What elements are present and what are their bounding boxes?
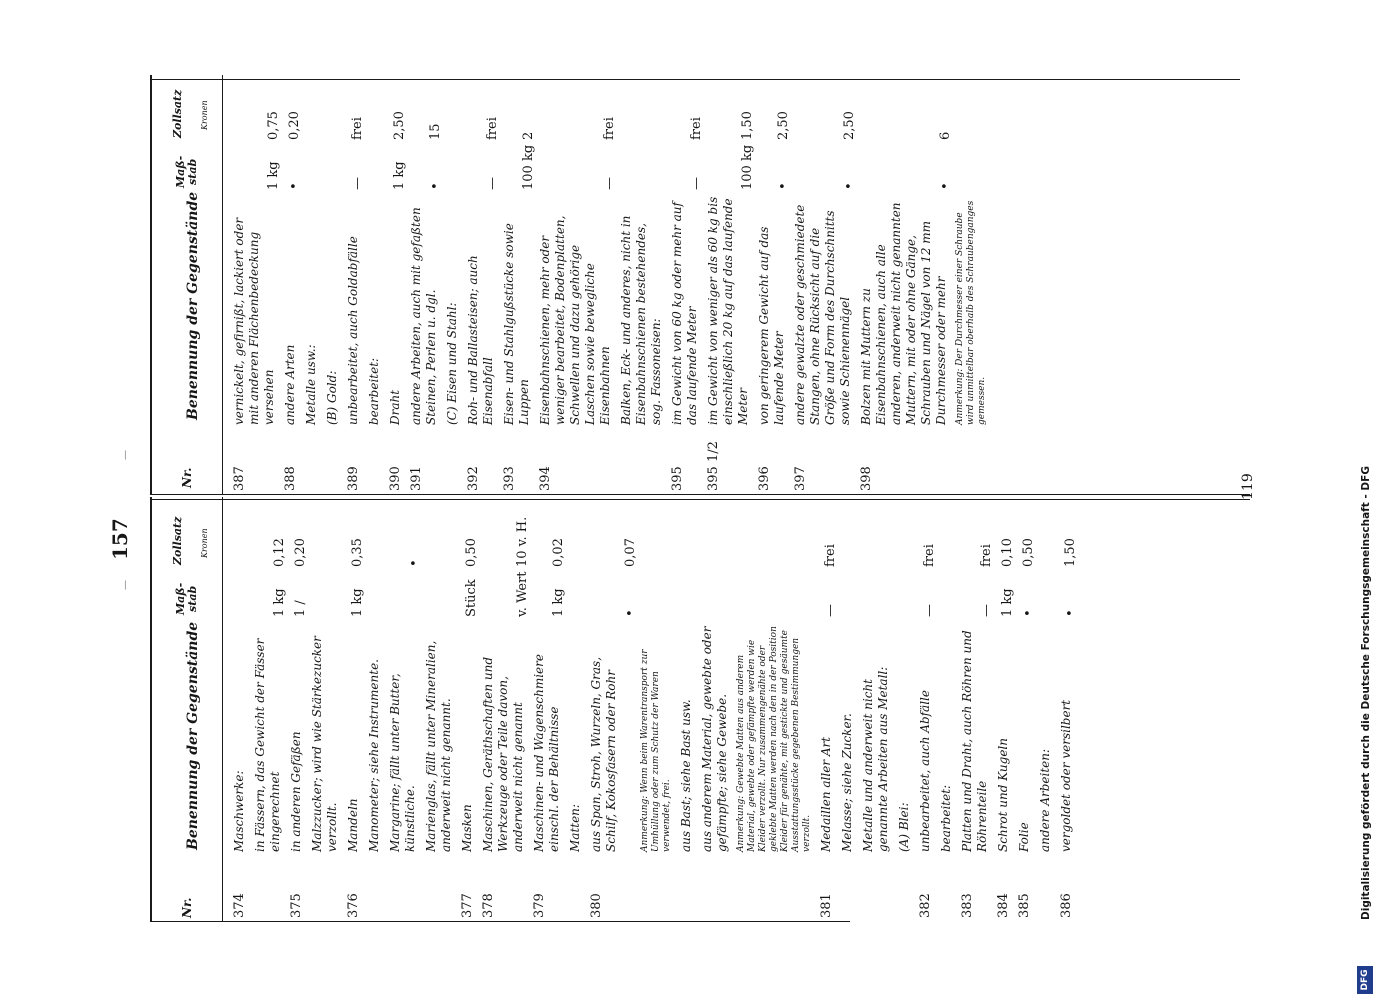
row-duty: 0,20	[293, 538, 308, 567]
row-measure: •	[1063, 609, 1078, 617]
row-description: bearbeitet:	[939, 784, 953, 852]
row-measure: •	[1021, 609, 1036, 617]
row-duty: 0,07	[623, 538, 638, 567]
header-benennung: Benennung der Gegenstände	[185, 621, 201, 850]
row-description: andere gewalzte oder geschmiedete Stangen, ohne Rücksicht auf die Größe und Form des Durchschnitts sowie Schienennägel	[793, 204, 852, 425]
row-description: im Gewicht von weniger als 60 kg bis einschließlich 20 kg auf das laufende Meter	[706, 196, 750, 425]
row-nr: 393	[502, 466, 517, 491]
row-nr: 374	[232, 893, 247, 918]
row-description: Folie	[1017, 822, 1031, 852]
header-benennung-right: Benennung der Gegenstände	[185, 191, 201, 420]
row-nr: 386	[1059, 893, 1074, 918]
header-massstab: Maß- stab	[174, 582, 199, 615]
row-duty: 0,12	[272, 538, 287, 567]
row-measure: v. Wert	[515, 571, 530, 617]
row-duty: •	[407, 559, 422, 567]
row-description: aus Span, Stroh, Wurzeln, Gras, Schilf, Kokosfasern oder Rohr	[589, 656, 618, 852]
row-measure: 1 kg	[272, 588, 287, 617]
row-nr: 380	[589, 893, 604, 918]
row-duty: 0,50	[1021, 538, 1036, 567]
header-zollsatz: Zollsatz	[171, 516, 184, 565]
row-description: aus Bast; siehe Bast usw.	[679, 699, 693, 852]
row-note: Anmerkung: Wenn beim Warentransport zur Umhüllung oder zum Schutz der Waren verwendet, frei.	[640, 649, 672, 852]
row-duty: 15	[428, 123, 443, 140]
row-duty: 0,02	[551, 538, 566, 567]
row-description: Medaillen aller Art	[819, 736, 833, 852]
row-description: Bolzen mit Muttern zu Eisenbahnschienen, auch alle anderen, anderweit nicht genannten Muttern, mit oder ohne Gänge, Schrauben und Nägel von 12 mm Durchmesser oder mehr	[859, 202, 948, 425]
row-duty: 2,50	[842, 111, 857, 140]
row-nr: 384	[996, 893, 1011, 918]
row-measure: •	[776, 182, 791, 190]
row-duty: 2,50	[392, 111, 407, 140]
row-nr: 381	[819, 893, 834, 918]
row-description: in Fässern, das Gewicht der Fässer eingerechnet	[253, 638, 282, 852]
row-description: andere Arten	[283, 344, 297, 425]
row-description: Maschinen, Geräthschaften und Werkzeuge oder Teile davon, anderweit nicht genannt	[481, 656, 525, 852]
row-measure: —	[485, 177, 500, 190]
row-description: Eisen- und Stahlgußstücke sowie Luppen	[502, 223, 531, 425]
row-duty: 2	[521, 131, 536, 140]
row-duty: 0,35	[350, 538, 365, 567]
row-duty: 10 v. H.	[515, 516, 530, 567]
row-measure: •	[623, 609, 638, 617]
row-description: in anderen Gefäßen	[289, 731, 303, 852]
row-description: im Gewicht von 60 kg oder mehr auf das laufende Meter	[670, 202, 699, 425]
row-nr: 395 1/2	[706, 441, 721, 491]
row-description: Melasse; siehe Zucker.	[840, 713, 854, 852]
header-zollsatz-right: Zollsatz	[171, 89, 184, 138]
row-description: Platten und Draht, auch Röhren und Röhrenteile	[960, 630, 989, 852]
row-description: Matten:	[568, 804, 582, 852]
row-description: Marienglas, fällt unter Mineralien, anderweit nicht genannt.	[424, 640, 453, 852]
dfg-logo: DFG	[1357, 966, 1373, 994]
row-duty: 6	[938, 131, 953, 140]
row-description: vergoldet oder versilbert	[1059, 699, 1073, 852]
row-description: (B) Gold:	[325, 370, 339, 425]
row-description: von geringerem Gewicht auf das laufende Meter	[757, 226, 786, 425]
table-right-header-bottom	[222, 75, 223, 495]
row-nr: 397	[793, 466, 808, 491]
row-duty: 1,50	[1063, 538, 1078, 567]
page-footer-number: 119	[1240, 473, 1256, 500]
row-note: Anmerkung: Gewebte Matten aus anderem Material, gewebte oder gefämpfte werden wie Kleider verzollt. Nur zusammengenähte oder geklebte Matten werden nach den in der Position Kleider für genähte, mit gestickte und gesäumte Ausstattungsstücke gegebenen Bestimmungen verzollt.	[736, 626, 812, 852]
row-description: Masken	[460, 804, 474, 852]
row-description: Balken, Eck- und anderes, nicht in Eisenbahnschienen bestehendes, sog. Fassoneisen:	[619, 215, 663, 425]
row-description: unbearbeitet, auch Abfälle	[918, 690, 932, 852]
row-measure: •	[842, 182, 857, 190]
row-duty: 0,20	[287, 111, 302, 140]
row-nr: 396	[757, 466, 772, 491]
row-nr: 379	[532, 893, 547, 918]
row-measure: 100 kg	[521, 144, 536, 190]
row-description: (A) Blei:	[897, 802, 911, 852]
row-measure: —	[350, 177, 365, 190]
row-nr: 378	[481, 893, 496, 918]
row-description: Manometer; siehe Instrumente.	[367, 659, 381, 852]
row-description: Eisenbahnschienen, mehr oder weniger bearbeitet, Bodenplatten, Schwellen und dazu gehörige Laschen sowie bewegliche Eisenbahnen	[538, 215, 612, 425]
header-massstab-right: Maß- stab	[174, 155, 199, 188]
row-description: Maschwerke:	[232, 770, 246, 852]
page-dash-right: —	[120, 450, 131, 460]
row-measure: •	[287, 182, 302, 190]
row-nr: 385	[1017, 893, 1032, 918]
row-description: Mandeln	[346, 798, 360, 852]
row-measure: •	[938, 182, 953, 190]
row-description: Margarine; fällt unter Butter, künstliche.	[388, 673, 417, 852]
row-nr: 390	[388, 466, 403, 491]
col-divider	[150, 499, 1250, 500]
row-nr: 389	[346, 466, 361, 491]
table-left-header-rule	[150, 497, 152, 922]
header-kronen: Kronen	[200, 528, 209, 558]
table-right-border	[150, 79, 1240, 80]
col-divider	[150, 494, 1250, 495]
row-measure: Stück	[464, 579, 479, 617]
row-duty: 0,75	[266, 111, 281, 140]
row-nr: 375	[289, 893, 304, 918]
row-duty: frei	[602, 117, 617, 140]
header-kronen-right: Kronen	[200, 100, 209, 130]
row-measure: •	[428, 182, 443, 190]
page-dash-left: —	[120, 580, 131, 590]
row-duty: 0,50	[464, 538, 479, 567]
table-right-header-rule	[150, 75, 152, 495]
row-measure: —	[823, 604, 838, 617]
row-description: Schrot und Kugeln	[996, 738, 1010, 852]
row-measure: 1 kg	[1000, 588, 1015, 617]
digitization-credit: Digitalisierung gefördert durch die Deutsche Forschungsgemeinschaft - DFG	[1360, 466, 1372, 920]
row-measure: 1 kg	[392, 161, 407, 190]
row-nr: 383	[960, 893, 975, 918]
row-measure: 1 kg	[551, 588, 566, 617]
row-measure: —	[602, 177, 617, 190]
row-description: Metalle usw.:	[304, 344, 318, 425]
row-nr: 391	[409, 466, 424, 491]
row-duty: frei	[485, 117, 500, 140]
row-description: bearbeitet:	[367, 357, 381, 425]
row-nr: 395	[670, 466, 685, 491]
row-note: Anmerkung: Der Durchmesser einer Schraube wird unmittelbar oberhalb des Schraubenganges gemessen.	[955, 200, 987, 425]
row-description: Malzzucker; wird wie Stärkezucker verzollt.	[310, 636, 339, 852]
row-description: vernickelt, gefirnißt, lackiert oder mit anderen Flächenbedeckung versehen	[232, 217, 276, 425]
row-description: Roh- und Ballasteisen; auch Eisenabfall	[466, 255, 495, 425]
row-duty: frei	[979, 544, 994, 567]
table-left-header-bottom	[222, 497, 223, 922]
row-description: andere Arbeiten, auch mit gefaßten Steinen, Perlen u. dgl.	[409, 207, 438, 425]
row-nr: 392	[466, 466, 481, 491]
row-duty: 2,50	[776, 111, 791, 140]
row-nr: 388	[283, 466, 298, 491]
row-description: Maschinen- und Wagenschmiere einschl. der Behältnisse	[532, 654, 561, 852]
row-nr: 377	[460, 893, 475, 918]
row-measure: 100 kg	[740, 144, 755, 190]
row-nr: 398	[859, 466, 874, 491]
header-nr: Nr.	[180, 897, 194, 918]
row-description: (C) Eisen und Stahl:	[445, 302, 459, 425]
row-measure: 1 /	[293, 600, 308, 617]
row-description: unbearbeitet, auch Goldabfälle	[346, 236, 360, 425]
page-number: 157	[108, 518, 132, 560]
row-nr: 387	[232, 466, 247, 491]
row-measure: —	[979, 604, 994, 617]
row-nr: 376	[346, 893, 361, 918]
row-measure: 1 kg	[266, 161, 281, 190]
row-description: Metalle und anderweit nicht genannte Arbeiten aus Metall:	[861, 666, 890, 852]
row-nr: 382	[918, 893, 933, 918]
row-measure: 1 kg	[350, 588, 365, 617]
row-duty: 1,50	[740, 111, 755, 140]
row-description: aus anderem Material, gewebte oder gefämpfte; siehe Gewebe.	[700, 626, 729, 852]
row-duty: frei	[689, 117, 704, 140]
row-duty: frei	[823, 544, 838, 567]
row-duty: 0,10	[1000, 538, 1015, 567]
row-measure: —	[689, 177, 704, 190]
row-nr: 394	[538, 466, 553, 491]
row-measure: —	[922, 604, 937, 617]
row-duty: frei	[350, 117, 365, 140]
row-duty: frei	[922, 544, 937, 567]
table-left-border-top	[150, 921, 850, 922]
header-nr-right: Nr.	[180, 467, 194, 488]
row-description: Draht	[388, 389, 402, 425]
row-description: andere Arbeiten:	[1038, 748, 1052, 852]
